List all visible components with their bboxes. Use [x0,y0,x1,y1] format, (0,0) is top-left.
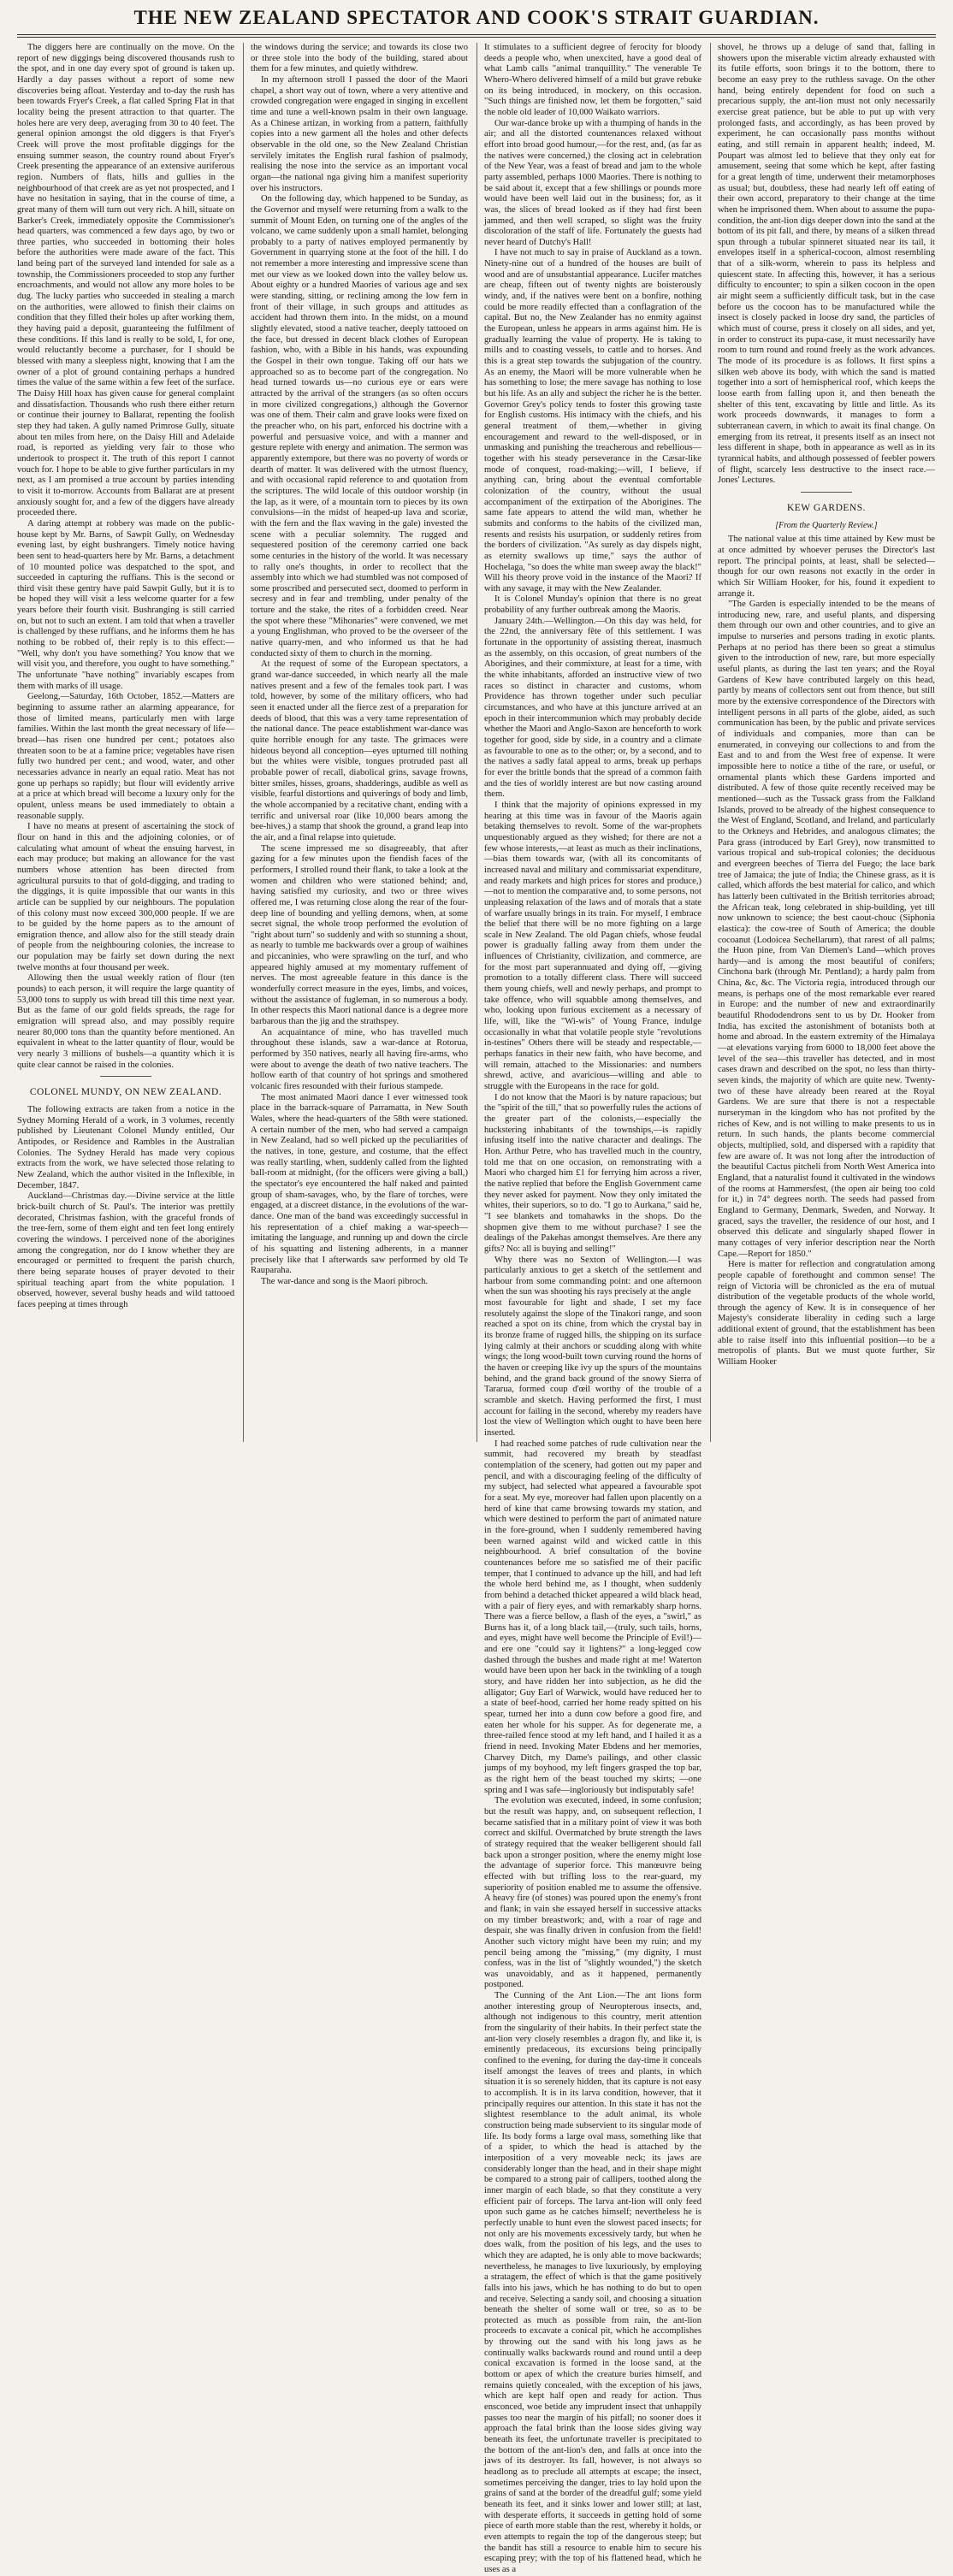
article-paragraph: Our war-dance broke up with a thumping of hands in the air; and all the distorted countenances relaxed without effort into broad good humour,—for the rest, and, (as far as the natives were concerned,) the closing act in celebration of the New Year, was a feast of bread and jam to the whole party assembled, perhaps 1000 Maories. There is nothing to be said about it, except that a few shillings or pounds more would have been well laid out in the business; for, as it was, the slices of bread looked as if they had first been jammed, and then well scraped, so slight was the fruity discoloration of the staff of life. Fortunately the guests had never heard of Dutchy's Hall! [484,118,701,247]
article-paragraph: Here is matter for reflection and congratulation among people capable of forethought and common sense! The reign of Victoria will be chronicled as the era of mutual distribution of the vegetable products of the whole world, through the agency of Kew. It is in consequence of her Majesty's considerate liberality in ceding such a large additional extent of ground, that the establishment has been able to raise itself into this influential position—to be a metropolis of plants. But we must quote further, Sir William Hooker [718,1260,935,1368]
article-paragraph: It stimulates to a sufficient degree of ferocity for bloody deeds a people who, when unexcited, have a good deal of what Lamb calls "animal tranquillity." The venerable Te Whero-Whero delivered himself of a mild but grave rebuke on its being introduced, in mockery, on this occasion. "Such things are finished now, let them be forgotten," said the noble old leader of 10,000 Waikato warriors. [484,43,701,117]
article-paragraph: The diggers here are continually on the move. On the report of new diggings being discovered thousands rush to the spot, and in one day every spot of ground is taken up. Hardly a day passes without a report of some new discoveries being afloat. Yesterday and to-day the rush has been towards Fryer's Creek, a flat called Spring Flat in that locality being the present attraction to that quarter. The holes here are very deep, averaging from 30 to 40 feet. The general opinion amongst the old diggers is that Fryer's Creek will prove the most profitable diggings for the ensuing summer season, the country round about Fryer's Creek presenting the appearance of an extensive auriferous region. Numbers of flats, hills and gullies in the neighbourhood of that creek are as yet not prospected, and I have no hesitation in saying, that in the course of time, a great many of them will turn out very rich. A hill, situate on Barker's Creek, immediately opposite the Commissioner's head quarters, was commenced a few days ago, by two or three parties, who succeeded in bottoming their holes before the authorities were made aware of the fact. This land being part of the surveyed land intended for sale as a township, the Commissioners proceeded to stop any further encroachments, and would not allow any more holes to be dug. The lucky parties who succeeded in stealing a march on the authorities, were allowed to finish their claims on condition that they filled their holes up after working them, they having paid a deposit, guaranteeing the fulfilment of these conditions. If this land is really to be sold, I, for one, would reluctantly become a purchaser, for I should be blessed with many a sleepless night, knowing that I am the owner of a plot of ground containing perhaps a hundred times the value of the same within a few feet of the surface. The Daisy Hill hoax has given cause for general complaint and dissatisfaction. Thousands who rush there either return or continue their journey to Ballarat, repenting the foolish step they had taken. A gully named Primrose Gully, situate about ten miles from here, on the Daisy Hill and Adelaide road, is reported as yielding very fair to those who undertook to prospect it. The truth of this report I cannot vouch for. I hope to be able to give further particulars in my next, as I am promised a true account by parties intending to visit it to-morrow. Accounts from Ballarat are at present anxiously sought for, and a few of the diggers have already proceeded there. [17,43,234,518]
article-paragraph: I do not know that the Maori is by nature rapacious; but the "spirit of the till," that so powerfully rules the actions of the greater part of the colonists,—especially the huckstering inhabitants of the townships,—is rapidly infusing itself into the native character and dealings. The Hon. Arthur Petre, who has travelled much in the country, told me that on one occasion, on remonstrating with a Maori who charged him £1 for ferrying him across a river, the native replied that before the English Government came they never asked for payment. Now they only imitated the whites, their superiors, so to do. "I go to Aurkana," said he, "I see blankets and tomahawks in the shops. Do the shopmen give them to me without purchase? I see the dealings of the Pakehas amongst themselves. Are there any gifts? No: all is buying and selling!" [484,1092,701,1254]
section-heading-colonel-mundy: COLONEL MUNDY, ON NEW ZEALAND. [29,1087,222,1098]
section-divider [100,1076,151,1077]
article-paragraph: At the request of some of the European spectators, a grand war-dance succeeded, in which nearly all the male natives present and a few of the females took part. I was told, however, by some of the military officers, who had seen it enacted under all the fierce zest of a preparation for deeds of blood, that this was a very tame representation of the national dance. The peace establishment war-dance was quite horrible enough for any taste. The grimaces were hideous beyond all conception—eyes upturned till nothing but the whites were visible, tongues protruded past all probable power of recall, diabolical grins, savage frowns, bitter smiles, hisses, groans, shadderings, audible as well as visible, fearful distortions and quiverings of body and limb, the whole accompanied by a recitative chant, ending with a terrific and universal roar (like 10,000 bears among the bee-hives,) a stamp that shook the ground, a grand leap into the air, and a final relapse into quietude. [251,659,468,842]
article-paragraph: Geelong,—Saturday, 16th October, 1852.—Matters are beginning to assume rather an alarming appearance, for those of limited means, particularly men with large families. Within the last month the great necessary of life—bread—has risen one hundred per cent.; potatoes also threaten soon to be at a famine price; vegetables have risen fully two hundred per cent.; and wood, water, and other necessaries advance in nearly an equal ratio. Meat has not gone up perhaps so rapidly; but flour will evidently arrive at a price at which bread will become a luxury only for the opulent, unless means be used immediately to obtain a reasonable supply. [17,692,234,821]
article-paragraph: Auckland—Christmas day.—Divine service at the little brick-built church of St. Paul's. The interior was prettily decorated, Christmas fashion, with the graceful fronds of the tree-fern, some of them eight and ten feet long entirely covering the windows. I perceived none of the aborigines among the congregation, nor do I know whether they are encouraged or permitted to frequent the parish church, there being separate houses of prayer devoted to their spiritual teaching apart from the white population. I observed, however, several bushy heads and wild tattooed faces peeping at times through [17,1191,234,1309]
article-paragraph: I have no means at present of ascertaining the stock of flour on hand in this and the adjoining colonies, or of calculating what amount of wheat the ensuing harvest, in each may produce; but making an allowance for the vast numbers whose attention has been directed from agricultural pursuits to that of gold-digging, and trading to the diggings, it is quite impossible that our wants in this article can be supplied by our neighbours. The population of this colony must now exceed 300,000 people. If we are to be guided by the home papers as to the amount of emigration thence, and allow also for the still steady drain of people from the neighbouring colonies, the increase to our population may be fairly set down during the next twelve months at four thousand per week. [17,822,234,972]
article-source: [From the Quarterly Review.] [775,520,878,530]
column-1 [17,43,234,1442]
article-paragraph: A daring attempt at robbery was made on the public-house kept by Mr. Barns, of Sawpit Gully, on Wednesday evening last, by eight bushrangers. Timely notice having been sent to head-quarters here by Mr. Barns, a detachment of 10 mounted police was despatched to the spot, and succeeded in capturing the ruffians. This is the second or third visit these gentry have paid Sawpit Gully, but it is to be hoped they will visit a less welcome quarter for a few years before their fourth visit. Bushranging is still carried on, but not to such an extent. I am told that when a traveller is challenged by these ruffians, and he informs them he has nothing to be robbed of, their reply is to this effect:— "Well, why don't you have something? You know that we will visit you, and therefore, you ought to have something." The unfortunate "have nothing" invariably escapes from them with marks of ill usage. [17,518,234,691]
section-heading-kew-gardens: KEW GARDENS. [786,502,867,513]
column-separator [710,43,711,1442]
article-paragraph: The war-dance and song is the Maori pibroch. [261,1276,429,1286]
article-paragraph: Allowing then the usual weekly ration of flour (ten pounds) to each person, it will require the large quantity of 53,000 tons to supply us with bread till this time next year. But as the fame of our gold fields spreads, the rage for emigration will spread also, and may possibly require nearer 80,000 tons than the quantity before mentioned. An equivalent in wheat to the latter quantity of flour, would be very nearly 3 millions of bushels—a quantity which it is quite clear cannot be raised in the colonies. [17,973,234,1070]
section-divider [801,492,852,493]
article-paragraph: I think that the majority of opinions expressed in my hearing at this time was in favour of the Maoris again betaking themselves to revolt. Some of the war-prophets unquestionably argued as they wished; for there are not a few whose interests,—at least as much as their inclinations,—bias them towards war, (with all its concomitants of increased naval and military and commissariat expenditure, and ready markets and high prices for stores and produce,) —not to mention the comparative and, to some persons, not unpleasing relaxation of the laws and of morals that a state of warfare usually brings in its train. For myself, I embrace the belief that there will be no more fighting on a large scale in New Zealand. The old Pagan chiefs, whose feudal power is gradually falling away from them under the influences of Christianity, civilization, and commerce, are for the most part superannuated and dying off, —giving promotion to a totally different class. There will succeed them young chiefs, well and newly perhaps, and prompt to take offence, who will squabble among themselves, and who, looking upon furious excitement as a necessary of life, will, like the "Wi-wis" of Young France, indulge occasionally in what that volatile people style "revolutions in-testines" Others there will be steady and respectable,—perhaps fanatics in their new faith, who have become, and will remain, attached to the Missionaries: and numbers shrewd, active, and avaricious—willing and able to struggle with the Europeans in the race for gold. [484,800,701,1091]
article-paragraph: The evolution was executed, indeed, in some confusion; but the result was happy, and, on subsequent reflection, I became satisfied that in a military point of view it was both correct and skilful. Overmatched by brute strength the laws of strategy required that the weaker belligerent should fall back upon a stronger position, where the enemy might lose the advantage of superior force. This manœuvre being effected with but trifling loss to the rear-guard, my superiority of position enabled me to assume the offensive. A heavy fire (of stones) was poured upon the enemy's front and flank; in vain she essayed herself in successive attacks on my timber breastwork; and, with a roar of rage and despair, she was finally driven in confusion from the field! Another such victory might have been my ruin; and my pencil being among the "missing," (my dignity, I must confess, was in the list of "slightly wounded,") the sketch was unavoidably, and as it happened, permanently postponed. [484,1796,701,1990]
article-paragraph: An acquaintance of mine, who has travelled much throughout these islands, saw a war-dance at Rotorua, performed by 350 natives, nearly all having fire-arms, who were about to avenge the death of two native teachers. The hollow earth of that country of hot springs and smothered volcanic fires resounded with their furious stampede. [251,1027,468,1091]
article-paragraph: January 24th.—Wellington.—On this day was held, for the 22nd, the anniversary fête of this settlement. I was fortunate in the opportunity of assisting thereat, inasmuch as the assembly, on this occasion, of great numbers of the Aborigines, and their commixture, at least for a time, with the white inhabitants, afforded an instructive view of two races so distinct in character and customs, whom Providence has thrown together under such peculiar circumstances, and who have at this juncture arrived at an epoch in their intercommunion which may probably decide whether the Maori and Anglo-Saxon are henceforth to work together for good, side by side, in a country and a climate as favourable to one as to the other; or, by a second, and to the natives a sadly fatal appeal to arms, break up perhaps for ever the brittle bonds that the spread of a common faith and the ties of worldly interest are but now casting around them. [484,616,701,800]
article-paragraph: In my afternoon stroll I passed the door of the Maori chapel, a short way out of town, where a very attentive and crowded congregation were engaged in singing in excellent time and tune a well-known psalm in their own language. As a Chinese artizan, in working from a pattern, faithfully copies into a new garment all the holes and other defects observable in the old one, so the New Zealand Christian servilely imitates the English rural fashion of psalmody, realising the nose into the service as an important vocal organ—the national nga giving him a manifest superiority over his instructors. [251,74,468,193]
article-paragraph: shovel, he throws up a deluge of sand that, falling in showers upon the miserable victim already exhausted with its futile efforts, soon brings it to the bottom, there to become an easy prey to the ruthless savage. On the other hand, being entirely dependent for food on such a precarious supply, the ant-lion must not only necessarily exercise great patience, but be able to put up with very prolonged fasts, and accordingly, as has been proved by experiment, he can occasionally pass months without eating, and still remain in apparent health; indeed, M. Poupart was almost led to believe that they only eat for amusement, seeing that some which he kept, after fasting for a great length of time, underwent their metamorphoses as usual; but, doubtless, these had nearly left off eating of their own accord, preparatory to their change at the time when he imprisoned them. When about to assume the pupa-condition, the ant-lion digs deeper down into the sand at the bottom of its pit fall, and there, by means of a silken thread spun through a tubular spinneret situated near its tail, it envelopes itself in a spherical-cocoon, almost resembling that of a silk-worm, wherein to pass its helpless and quiescent state. In affecting this, however, it has a serious difficulty to encounter; to spin a silken cocoon in the open air might seem a sufficiently difficult task, but in the case before us the cocoon has to be manufactured while the insect is closely packed in loose dry sand, the particles of which must of course, press it closely on all sides, and yet, in order to construct its pupa-case, it must necessarily have room to turn round and round freely as the work advances. The mode of its procedure is as follows. It first spins a silken web above its body, with which the sand is matted together into a sort of hemispherical roof, which keeps the loose earth from falling upon it, and then beneath the shelter of this tent, excavating by little and little. As its work proceeds downwards, it manages to form a subterranean cavern, in which to await its final change. On emerging from its retreat, it presents itself as an insect not less different in shape, both in appearance as well as in its tyrannical habits, and although possessed of feebler powers of flight, scarcely less destructive to the insect race.—Jones' Lectures. [718,43,935,486]
columns-container [17,43,936,2574]
masthead-title: THE NEW ZEALAND SPECTATOR AND COOK'S STRAIT GUARDIAN. [133,7,820,28]
column-2 [251,43,468,1442]
article-paragraph: The most animated Maori dance I ever witnessed took place in the barrack-square of Parramatta, in New South Wales, where the head-quarters of the 58th were stationed. A certain number of the men, who had served a campaign in New Zealand, had so well picked up the peculiarities of the natives, in tone, gesture, and costume, that the effect was really startling, when, suddenly called from the lighted ball-room at midnight, (for the officers were giving a ball,) the spectator's eye encountered the half naked and painted group of sham-savages, who, by the flare of torches, were engaged, at a discreet distance, in the evolutions of the war-dance. One man of the band was exceedingly successful in his representation of a chief making a war-speech—imitating the language, and running up and down the circle of his squatting and listening adherents, in a manner precisely like that I afterwards saw performed by old Te Rauparaha. [251,1092,468,1276]
article-paragraph: On the following day, which happened to be Sunday, as the Governor and myself were returning from a walk to the summit of Mount Eden, on turning one of the angles of the volcano, we came suddenly upon a small hamlet, belonging probably to a party of natives employed permanently by Government in quarrying stone at the foot of the hill. I do not remember a more interesting and impressive scene than met our view as we looked down into the valley below us. About eighty or a hundred Maories of various age and sex were standing, sitting, or reclining among the low fern in front of their village, in such groups and attitudes as accident had thrown them into. In the midst, on a mound slightly elevated, stood a native teacher, deeply tattooed on the face, but dressed in decent black clothes of European fashion, who, with a Bible in his hands, was expounding the Gospel in their own tongue. Taking off our hats we approached so as to become part of the congregation. No head turned towards us—no curious eye or ears were attracted by the arrival of the strangers (as so often occurs in more civilized congregations,) although the Governor was one of them. Their calm and grave looks were fixed on the preacher who, on his part, enforced his doctrine with a powerful and persuasive voice, and with a manner and gesture replete with energy and animation. The sermon was apparently extempore, but there was no poverty of words or dearth of matter. It was delivered with the utmost fluency, and with occasional rapid reference to and quotation from the scriptures. The wild locale of this outdoor worship (in the lap, as it were, of a mountain torn to pieces by its own convulsions—in the midst of heaped-up lava and scoriæ, with the fern and the flax waving in the gale) invested the scene with a peculiar solemnity. The rugged and sequestered position of the ceremony carried one back some centuries in the history of the world. It was necessary to rally one's thoughts, in order to recollect that the assembly into which we had stumbled was not composed of some proscribed and persecuted sect, doomed to perform in secresy and in fear and trembling, under penalty of the torture and the stake, the rites of a forbidden creed. Near the spot where these "Mihonaries" were convened, we met a young Englishman, who proved to be the overseer of the native quarry-men, and who informed us that he had conducted sixty of them to church in the morning. [251,194,468,659]
article-paragraph: I have not much to say in praise of Auckland as a town. Ninety-nine out of a hundred of the houses are built of wood and are of unsubstantial appearance. Lucifer matches are cheap, fifteen out of twenty nights are boisterously windy, and, if the natives were bent on a bonfire, nothing could be more readily effected than a conflagration of the capital. But no, the New Zealander has no enmity against the European, unless he appears in arms against him. He is gradually learning the value of property. He is taking to mills and to coasting vessels, to cattle and to horses. And this is a great step towards the subjugation of the country. As an enemy, the Maori will be more vulnerable when he has something to lose; the mere savage has nothing to lose but his life. As an ally and subject the richer he is the better. Governor Grey's policy tends to foster this growing taste for English customs. His intimacy with the chiefs, and his general treatment of them,—whether in giving encouragement and reward to the well-disposed, or in unmasking and punishing the treacherous and rebellious—together with his steady perseverance in the Cæsar-like mode of conquest, road-making;—will, I believe, if anything can, bring about the eventual comfortable colonization of the country, without the usual accompaniment of the extirpation of the Aborigines. The same fate appears to attend the wild man, whether he submits and conforms to the habits of the civilized man, resents and resists his usurpation, or suddenly retires from the borders of civilization. "As surely as day dispels night, as eternity swallows up time," says the author of Hochelaga, "so does the white man sweep away the black!" Will his theory prove void in the instance of the Maori? If with any savage, it may with the New Zealander. [484,248,701,594]
column-separator [476,43,477,1442]
column-4 [718,43,935,1442]
column-3 [484,43,701,2574]
article-paragraph: It is Colonel Munday's opinion that there is no great probability of any further outbreak among the Maoris. [484,594,701,616]
article-paragraph: the windows during the service; and towards its close two or three stole into the body of the building, stared about them for a few minutes, and quietly withdrew. [251,43,468,74]
article-paragraph: The Cunning of the Ant Lion.—The ant lions form another interesting group of Neuropterous insects, and, although not indigenous to this country, merit attention from the singularity of their habits. In their perfect state the ant-lion very closely resembles a dragon fly, and like it, is eminently predaceous, its excursions being principally confined to the evening, for during the day-time it conceals itself amongst the leaves of trees and plants, in which situation it is so serenely hidden, that its capture is not easy to accomplish. It is in its larva condition, however, that it principally requires our attention. In this state it has not the slightest resemblance to the adult animal, its whole construction being made subservient to its singular mode of life. Its body forms a large oval mass, something like that of a spider, to which the head is attached by the interposition of a very moveable neck; its jaws are considerably longer than the head, and in their shape might be compared to a strong pair of callipers, toothed along the inner margin of each blade, so that they constitute a very efficient pair of forceps. The larva ant-lion will only feed upon such game as he catches himself; nevertheless he is perfectly unable to hunt even the slowest paced insects; for not only are his movements excessively tardy, but when he does walk, from the position of his legs, and the uses to which they are adapted, he is only able to move backwards; nevertheless, he manages to live luxuriously, by employing a stratagem, the effect of which is that the game positively falls into his jaws, which he has nothing to do but to open and receive. Selecting a sandy soil, and choosing a situation beneath the shelter of some wall or tree, so as to be protected as much as possible from rain, the ant-lion proceeds to excavate a conical pit, which he accomplishes by throwing out the sand with his long jaws as he continually walks backwards round and round until a deep conical excavation is formed in the loose sand, at the bottom or apex of which the creature buries himself, and remains quietly concealed, with the exception of his jaws, which are kept half open and ready for action. Thus ensconced, woe betide any imprudent insect that unhappily passes too near the margin of his pitfall; no sooner does it approach the fatal brink than the loose sides giving way beneath its feet, the unfortunate traveller is precipitated to the bottom of the ant-lion's den, and falls at once into the jaws of its destroyer. Its fall, however, is not always so headlong as to preclude all attempts at escape; the insect, sometimes perceiving the danger, tries to lay hold upon the grains of sand at the border of the dreadful gulf; some yield beneath its feet, and it sinks lower and lower still; at last, with desperate efforts, it succeeds in getting hold of some piece of earth more stable than the rest, whereby it holds, or even attempts to regain the top of the dangerous steep; but the bandit has still a resource to enable him to secure his escaping prey; with the top of his flattened head, which he uses as a [484,1991,701,2574]
article-paragraph: The scene impressed me so disagreeably, that after gazing for a few minutes upon the fiendish faces of the performers, I strolled round their flank, to take a look at the women and children who were stationed behind; and, having satisfied my curiosity, and two or three wives offered me, I was returning close along the rear of the four-deep line of bounding and yelling demons, when, at some secret signal, the whole troop performed the evolution of "right about turn" so suddenly and with so stunning a shout, as nearly to tumble me backwards over a group of waihines and piccaninies, who were sprawling on the turf, and who appeared highly amused at my momentary ruffement of nerves. The most agreeable feature in this dance is the wonderfully correct measure in the eyes, limbs, and voices, without the assistance of fugleman, in so numerous a body. In other respects this Maori national dance is a degree more barbarous than the jig and the strathspey. [251,843,468,1027]
article-paragraph: most favourable for light and shade, I set my face resolutely against the slope of the Tinakori range, and soon reached a spot on its chine, from which the crystal bay in its bronze frame of rugged hills, the shipping on its surface lying calmly at their anchors or scudding along with white wings; the long wood-built town curving round the horns of the haven or creeping like ivy up the spurs of the mountains behind, and the grand back ground of the snowy Sierra of Tararua, formed coup d'œil worthy of the trouble of a scramble and sketch. Having performed the first, I must account for failing in the second, whereby my readers have lost the view of Wellington which ought to have been here inserted. [484,1298,701,1438]
article-paragraph: The following extracts are taken from a notice in the Sydney Morning Herald of a work, in 3 volumes, recently published by Lieutenant Colonel Mundy entitled, Our Antipodes, or Residence and Rambles in the Australian Colonies. The Sydney Herald has made very copious extracts from the work, we have selected those relating to New Zealand, which the author visited in the Inflexible, in December, 1847. [17,1105,234,1191]
masthead-rule-double [17,37,936,38]
article-paragraph: The national value at this time attained by Kew must be at once admitted by whoever peruses the Director's last report. The principal points, at least, shall be selected—though for our own reasons not exactly in the order in which Sir William Hooker, for his, found it expedient to arrange it. [718,535,935,599]
article-paragraph: I had reached some patches of rude cultivation near the summit, had recovered my breath by steadfast contemplation of the scenery, had gotten out my paper and pencil, and with a discouraging feeling of the difficulty of my subject, had selected what appeared a favourable spot for a seat. My eye, moreover had fallen upon placently on a herd of kine that came browsing towards my station, and which were destined to perform the part of animated nature in the fore-ground, when I suddenly remembered having been warned against wild and wicked cattle in this neighbourhood. A brief consultation of the bovine countenances before me so satisfied me of their pacific temper, that I continued to advance up the hill, and had left the whole herd behind me, as I thought, when suddenly from behind a detached thicket appeared a wild black head, with a pair of fiery eyes, and with remarkably sharp horns. There was a fierce bellow, a flash of the eyes, a "swirl," as Burns has it, of a long black tail,—(truly, such tails, horns, and eyes, might have well become the Principle of Evil!)—and ere one "could say it lightens?" a long-legged cow dashed through the bushes and made right at me! Waterton would have been upon her back in the twinkling of a tough story, and have ridden her into subjection, as he did the alligator; Guy Earl of Warwick, would have reduced her to a state of beef-hood, carried her home ready spitted on his spear, turned her into a dunn cow before a good fire, and eaten her whole for his supper. As for degenerate me, a three-railed fence stood at my left hand, and I hailed it as a friend in need. Invoking Mater Ebdens and her memories, Charvey Ditch, my Dame's pailings, and other classic jumps of my boyhood, my left fingers grasped the top bar, as the right hem of the beast touched my skirts; —one spring and I was safe—ingloriously but indisputably safe! [484,1439,701,1795]
column-separator [243,43,244,1442]
masthead-rule [17,34,936,35]
article-paragraph: Why there was no Sexton of Wellington.—I was particularly anxious to get a sketch of the settlement and harbour from some commanding point: and one afternoon when the sun was shooting his rays precisely at the angle [484,1255,701,1297]
article-paragraph: "The Garden is especially intended to be the means of introducing new, rare, and useful plants, and dispersing them through our own and other countries, and to give an impulse to nurseries and persons trading in exotic plants. Perhaps at no period has there been so great a stimulus given to the introduction of new, rare, but more especially useful plants, as during the last ten years; and the Royal Gardens of Kew have contributed largely on this head, partly by means of collectors sent out from thence, but still more by the extensive correspondence of the Directors with intelligent persons in all parts of the globe, aided, as such communication has been, by the public and private services of individuals and companies, more than can be enumerated, in conveying our collections to and from the East and to and from the West free of expense. It were impossible here to notice a tithe of the rare, or useful, or ornamental plants which these Gardens imported and distributed. A few of those quite recently received may be mentioned—such as the Tussack grass from the Falkland Islands, proved to be already of the highest consequence to the West of England, Scotland, and Ireland, and particularly to the Orkneys and Hebrides, and analogous climates; the Para grass (introduced by Earl Grey), now transmitted to various tropical and sub-tropical colonies; the deciduous and evergreen beeches of Tierra del Fuego; the lace bark tree of Jamaica; the jute of India; the Chinese grass, as it is called, which affords the best material for calico, and which has latterly been cultivated in the British territories abroad; the African teak, long celebrated in ship-building, yet till now unknown to science; the best caout-chouc (Siphonia elastica): the cow-tree of South of America; the double cocoanut (Lodoicea Sechellarum), that rarest of all palms; the Huon pine, from Van Diemen's Land—which proves hardy—and is among the most beautiful of conifers; Cinchona bark (through Mr. Pentland); a hardy palm from China, &c, &c. The Victoria regia, introduced through our means, is perhaps one of the most remarkable ever reared in Europe: and the number of new and extraordinarily beautiful Rhododendrons sent to us by Dr. Hooker from India, has excited the astonishment of botanists both at home and abroad. In the eastern extremity of the Himalaya—at elevations varying from 6000 to 18,000 feet above the level of the sea—this traveller has detected, and in most cases drawn and described on the spot, no less than thirty-seven kinds, the majority of which are quite new. Twenty-two of these have already been reared at the Royal Gardens. We are sure that there is not a respectable nurseryman in the kingdom who has not profited by the riches of Kew, and is not willing to make presents to us in return. In such hands, the plants become commercial objects, multiplied, sold, and dispersed with a rapidity that few are aware of. It was not long after the introduction of the beautiful Cactus pitcheli from North West America into England, that a naturalist found it cultivated in the windows of the rooms at Hammersfest, (the open air being too cold for it,) in 74° degrees north. The seeds had passed from England to Germany, Denmark, Sweden, and Norway. It graced, says the traveller, the residence of our host, and I observed this delicate and singularly shaped flower in many cottages of very inferior description near the North Cape.—Report for 1850." [718,600,935,1259]
